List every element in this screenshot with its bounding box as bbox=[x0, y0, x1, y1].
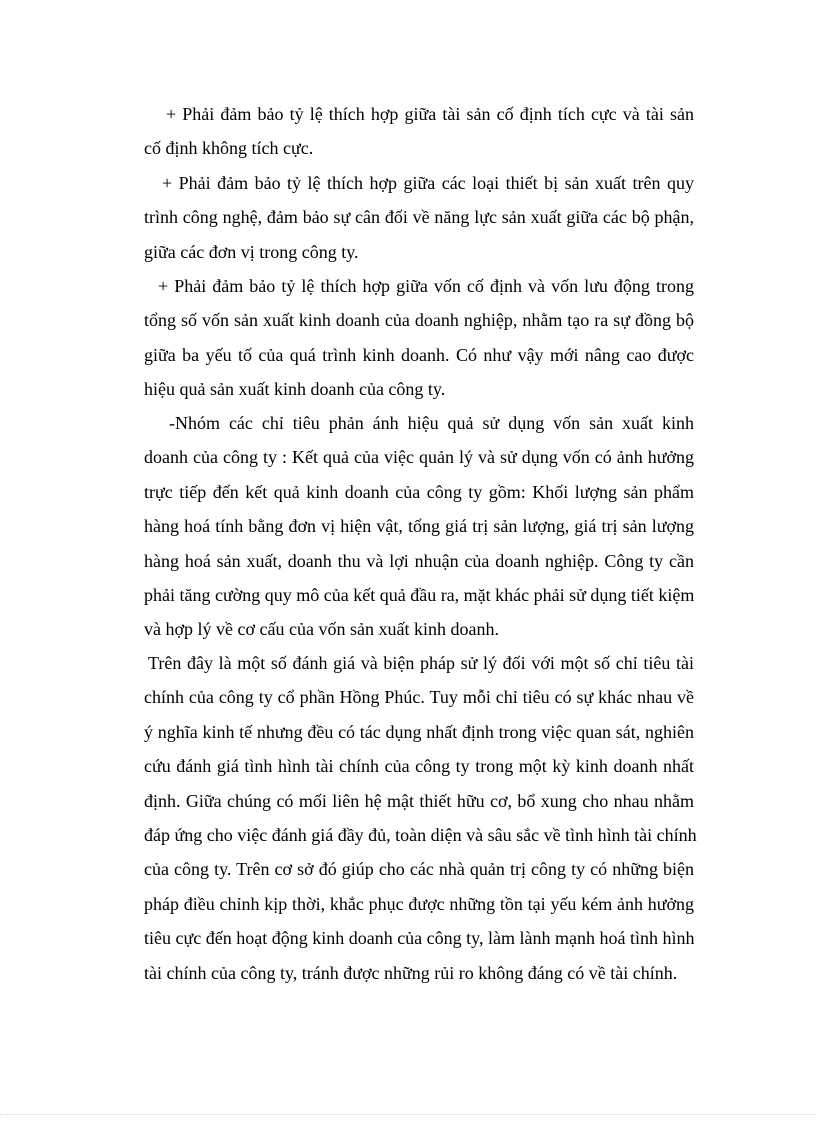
text-line: pháp điều chỉnh kịp thời, khắc phục được những tồn tại yếu kém ảnh hưởng bbox=[144, 893, 694, 914]
text-line: phải tăng cường quy mô của kết quả đầu ra, mặt khác phải sử dụng tiết kiệm bbox=[144, 584, 695, 605]
page-bottom-divider bbox=[0, 1114, 816, 1115]
text-line: trực tiếp đến kết quả kinh doanh của công ty gồm: Khối lượng sản phẩm bbox=[144, 481, 694, 502]
text-line: trình công nghệ, đảm bảo sự cân đối về năng lực sản xuất giữa các bộ phận, bbox=[144, 207, 694, 228]
text-line: cứu đánh giá tình hình tài chính của công ty trong một kỳ kinh doanh nhất bbox=[144, 756, 694, 777]
paragraph-capital-ratio bbox=[144, 269, 694, 407]
paragraph-efficiency-indicators bbox=[144, 406, 694, 647]
text-line: giữa các đơn vị trong công ty. bbox=[144, 241, 359, 262]
text-line: tổng số vốn sản xuất kinh doanh của doanh nghiệp, nhằm tạo ra sự đồng bộ bbox=[144, 310, 694, 331]
text-line: giữa ba yếu tố của quá trình kinh doanh. Có như vậy mới nâng cao được bbox=[144, 344, 694, 365]
text-line: và hợp lý về cơ cấu của vốn sản xuất kinh doanh. bbox=[144, 619, 499, 640]
paragraph-fixed-asset-ratio bbox=[144, 97, 694, 166]
text-line: + Phải đảm bảo tỷ lệ thích hợp giữa các loại thiết bị sản xuất trên quy bbox=[162, 173, 694, 193]
text-line: ý nghĩa kinh tế nhưng đều có tác dụng nhất định trong việc quan sát, nghiên bbox=[144, 721, 694, 742]
text-line: cố định không tích cực. bbox=[144, 138, 314, 159]
paragraph-equipment-ratio bbox=[144, 166, 694, 269]
text-line: hiệu quả sản xuất kinh doanh của công ty. bbox=[144, 379, 446, 400]
text-line: doanh của công ty : Kết quả của việc quản lý và sử dụng vốn có ảnh hưởng bbox=[144, 447, 694, 468]
text-line: -Nhóm các chỉ tiêu phản ánh hiệu quả sử dụng vốn sản xuất kinh bbox=[169, 413, 694, 433]
text-line: đáp ứng cho việc đánh giá đầy đủ, toàn diện và sâu sắc về tình hình tài chính bbox=[144, 824, 697, 845]
text-line: + Phải đảm bảo tỷ lệ thích hợp giữa vốn cố định và vốn lưu động trong bbox=[158, 276, 694, 296]
text-line: tài chính của công ty, tránh được những rủi ro không đáng có về tài chính. bbox=[144, 962, 678, 983]
text-line: tiêu cực đến hoạt động kinh doanh của công ty, làm lành mạnh hoá tình hình bbox=[144, 928, 695, 949]
text-line: định. Giữa chúng có mối liên hệ mật thiết hữu cơ, bổ xung cho nhau nhằm bbox=[144, 790, 694, 811]
text-line: của công ty. Trên cơ sở đó giúp cho các nhà quản trị công ty có những biện bbox=[144, 859, 694, 880]
text-line: hàng hoá sản xuất, doanh thu và lợi nhuận của doanh nghiệp. Công ty cần bbox=[144, 550, 694, 571]
text-line: chính của công ty cổ phần Hồng Phúc. Tuy mỗi chỉ tiêu có sự khác nhau về bbox=[144, 687, 694, 708]
text-line: + Phải đảm bảo tỷ lệ thích hợp giữa tài sản cố định tích cực và tài sản bbox=[166, 104, 694, 124]
paragraph-conclusion bbox=[144, 646, 697, 990]
text-line: hàng hoá tính bằng đơn vị hiện vật, tổng giá trị sản lượng, giá trị sản lượng bbox=[144, 516, 694, 537]
text-line: Trên đây là một số đánh giá và biện pháp sử lý đối với một số chỉ tiêu tài bbox=[148, 653, 694, 673]
